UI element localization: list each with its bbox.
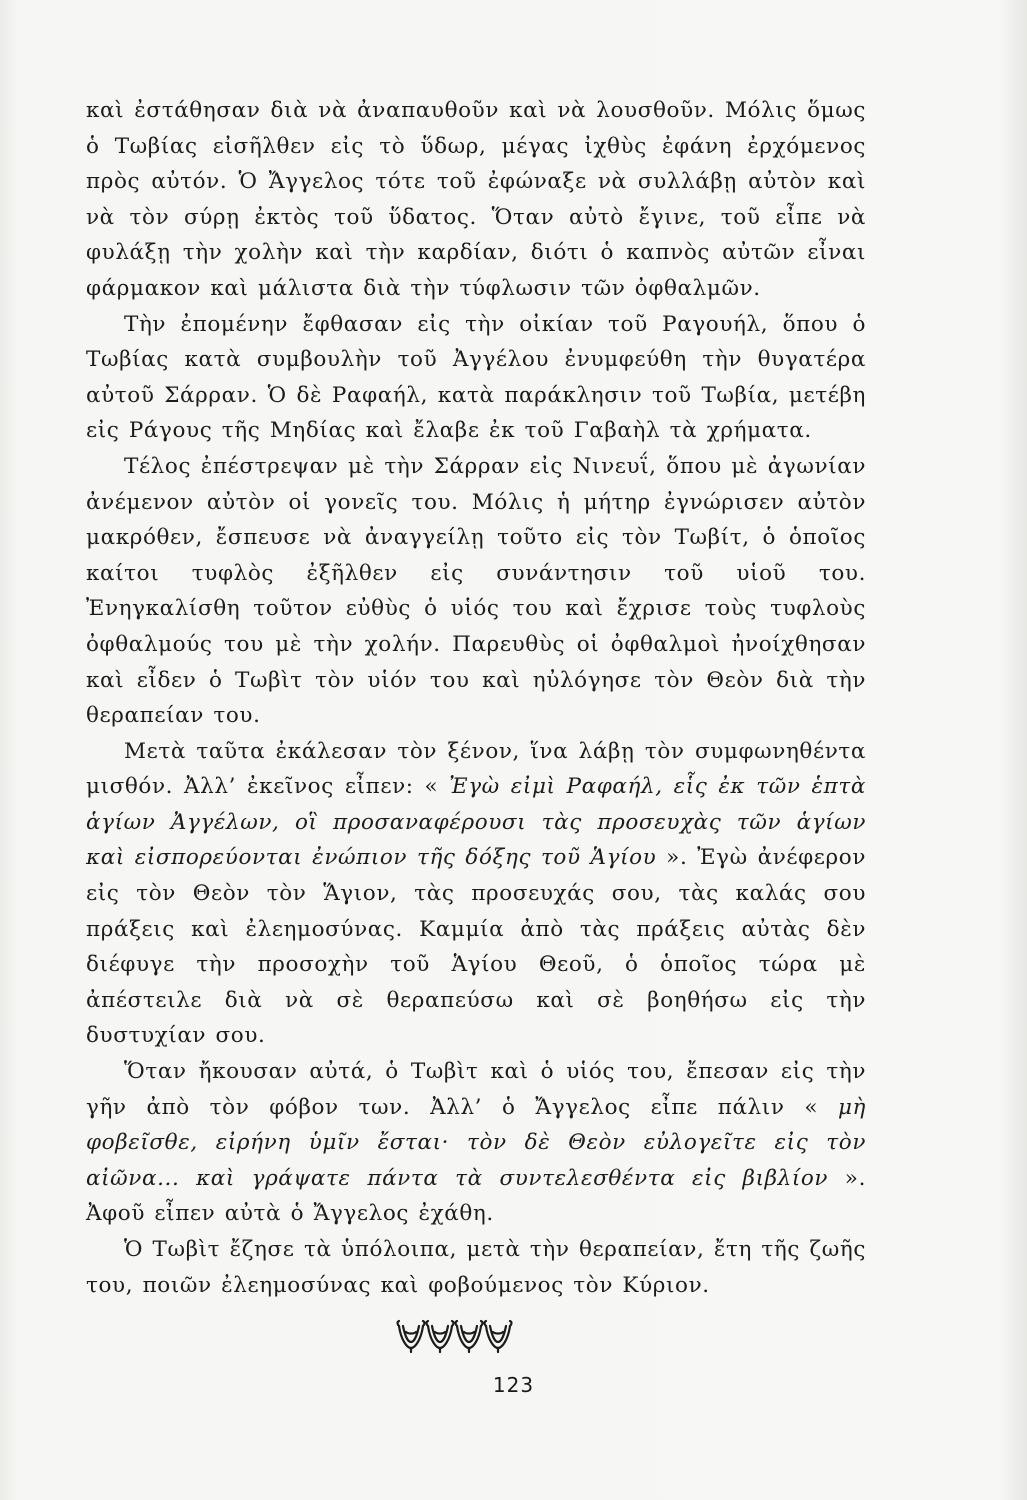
paragraph-1 (86, 93, 866, 307)
decorative-vine-ornament-icon (395, 1318, 513, 1356)
text-segment: Τέλος ἐπέστρεψαν μὲ τὴν Σάρραν εἰς Νινευΐ, ὅπου μὲ ἀγωνίαν ἀνέμενον αὐτὸν οἱ γονεῖς του. Μόλις ἡ μήτηρ ἐγνώρισεν αὐτὸν μακρόθεν, ἔσπευσε νὰ ἀναγγείλῃ τοῦτο εἰς τὸν Τωβίτ, ὁ ὁποῖος καίτοι τυφλὸς ἐξῆλθεν εἰς συνάντησιν τοῦ υἱοῦ του. Ἐνηγκαλίσθη τοῦτον εὐθὺς ὁ υἱός του καὶ ἔχρισε τοὺς τυφλοὺς ὀφθαλμούς του μὲ τὴν χολήν. Παρευθὺς οἱ ὀφθαλμοὶ ἠνοίχθησαν καὶ εἶδεν ὁ Τωβὶτ τὸν υἱόν του καὶ ηὐλόγησε τὸν Θεὸν διὰ τὴν θεραπείαν του. (86, 453, 866, 729)
text-segment: Τὴν ἐπομένην ἔφθασαν εἰς τὴν οἰκίαν τοῦ Ραγουήλ, ὅπου ὁ Τωβίας κατὰ συμβουλὴν τοῦ Ἀγγέλου ἐνυμφεύθη τὴν θυγατέρα αὐτοῦ Σάρραν. Ὁ δὲ Ραφαήλ, κατὰ παράκλησιν τοῦ Τωβία, μετέβη εἰς Ράγους τῆς Μηδίας καὶ ἔλαβε ἐκ τοῦ Γαβαὴλ τὰ χρήματα. (86, 311, 866, 444)
text-segment: Ὅταν ἤκουσαν αὐτά, ὁ Τωβὶτ καὶ ὁ υἱός του, ἔπεσαν εἰς τὴν γῆν ἀπὸ τὸν φόβον των. Ἀλλ’ ὁ Ἄγγελος εἶπε πάλιν « (86, 1059, 866, 1120)
text-segment: Μετὰ ταῦτα ἐκάλεσαν τὸν ξένον, ἵνα λάβῃ τὸν συμφωνηθέντα μισθόν. Ἀλλ’ ἐκεῖνος εἶπεν: « (86, 738, 866, 800)
text-segment: Ὁ Τωβὶτ ἔζησε τὰ ὑπόλοιπα, μετὰ τὴν θεραπείαν, ἔτη τῆς ζωῆς του, ποιῶν ἐλεημοσύνας καὶ φοβούμενος τὸν Κύριον. (86, 1237, 866, 1298)
angel-quote: μὴ φοβεῖσθε, εἰρήνη ὑμῖν ἔσται· τὸν δὲ Θεὸν εὐλογεῖτε εἰς τὸν αἰῶνα... καὶ γράψατε πάντα τὰ συντελεσθέντα εἰς βιβλίον (86, 1094, 866, 1191)
paragraph-4 (86, 734, 866, 1054)
angel-quote: Ἐγὼ εἰμὶ Ραφαήλ, εἷς ἐκ τῶν ἑπτὰ ἁγίων Ἀγγέλων, οἳ προσαναφέρουσι τὰς προσευχὰς τῶν ἁγίων καὶ εἰσπορεύονται ἐνώπιον τῆς δόξης τοῦ Ἁγίου (86, 774, 866, 871)
paragraph-5 (86, 1054, 866, 1232)
paragraph-6 (86, 1232, 866, 1303)
paragraph-2 (86, 307, 866, 449)
paragraph-3 (86, 449, 866, 734)
text-segment: ». Ἐγὼ ἀνέφερον εἰς τὸν Θεὸν τὸν Ἅγιον, τὰς προσευχάς σου, τὰς καλάς σου πράξεις καὶ ἐλεημοσύνας. Καμμία ἀπὸ τὰς πράξεις αὐτὰς δὲν διέφυγε τὴν προσοχὴν τοῦ Ἁγίου Θεοῦ, ὁ ὁποῖος τώρα μὲ ἀπέστειλε διὰ νὰ σὲ θεραπεύσω καὶ σὲ βοηθήσω εἰς τὴν δυστυχίαν σου. (86, 845, 866, 1049)
body-text (86, 93, 866, 1303)
page-number: 123 (492, 1373, 535, 1397)
text-segment: ». Ἀφοῦ εἶπεν αὐτὰ ὁ Ἄγγελος ἐχάθη. (86, 1165, 866, 1227)
text-segment: καὶ ἐστάθησαν διὰ νὰ ἀναπαυθοῦν καὶ νὰ λουσθοῦν. Μόλις ὅμως ὁ Τωβίας εἰσῆλθεν εἰς τὸ ὕδωρ, μέγας ἰχθὺς ἐφάνη ἐρχόμενος πρὸς αὐτόν. Ὁ Ἄγγελος τότε τοῦ ἐφώναξε νὰ συλλάβῃ αὐτὸν καὶ νὰ τὸν σύρῃ ἐκτὸς τοῦ ὕδατος. Ὅταν αὐτὸ ἔγινε, τοῦ εἶπε νὰ φυλάξῃ τὴν χολὴν καὶ τὴν καρδίαν, διότι ὁ καπνὸς αὐτῶν εἶναι φάρμακον καὶ μάλιστα διὰ τὴν τύφλωσιν τῶν ὀφθαλμῶν. (86, 98, 866, 301)
